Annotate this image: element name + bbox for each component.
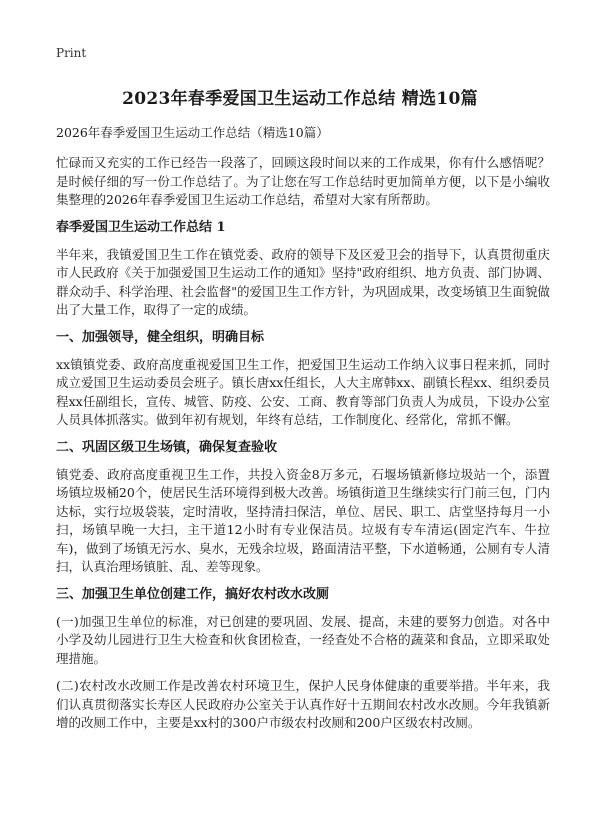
document-subtitle: 2026年春季爱国卫生运动工作总结（精选10篇） xyxy=(56,125,329,140)
document-title: 2023年春季爱国卫生运动工作总结 精选10篇 xyxy=(122,89,478,109)
section-2-paragraph: 镇党委、政府高度重视卫生工作，共投入资金8万多元，石堰场镇新修垃圾站一个，添置场镇垃圾桶20个，使居民生活环境得到极大改善。场镇街道卫生继续实行门前三包，门内达标，实行垃圾袋装，定时清收，坚持清扫保洁，单位、居民、职工、店堂坚持每月一小扫，场镇早晚一大扫，主干道12小时有专业保洁员。垃圾有专车清运(固定汽车、牛拉车)，做到了场镇无污水、臭水，无残余垃圾，路面清洁平整，下水道畅通，公厕有专人清扫，认真治理场镇脏、乱、差等现象。 xyxy=(56,466,550,574)
section-1-paragraph: xx镇镇党委、政府高度重视爱国卫生工作，把爱国卫生运动工作纳入议事日程来抓，同时成立爱国卫生运动委员会班子。镇长唐xx任组长，人大主席韩xx、副镇长程xx、组织委员程xx任副组长，宣传、城管、防疫、公安、工商、教育等部门负责人为成员，下设办公室人员具体抓落实。做到年初有规划，年终有总结，工作制度化、经常化，常抓不懈。 xyxy=(56,356,550,427)
document-body xyxy=(56,124,550,742)
section-heading-3: 三、加强卫生单位创建工作，搞好农村改水改厕 xyxy=(56,586,330,602)
article-heading: 春季爱国卫生运动工作总结 1 xyxy=(56,219,226,235)
section-3-paragraph-1: (一)加强卫生单位的标准，对已创建的要巩固、发展、提高，未建的要努力创造。对各中小学及幼儿园进行卫生大检查和伙食团检查，一经查处不合格的蔬菜和食品，立即采取处理措施。 xyxy=(56,613,550,666)
section-3-paragraph-2: (二)农村改水改厕工作是改善农村环境卫生，保护人民身体健康的重要举措。半年来，我们认真贯彻落实长寿区人民政府办公室关于认真作好十五期间农村改水改厕。今年我镇新增的改厕工作中，主要是xx村的300户市级农村改厕和200户区级农村改厕。 xyxy=(56,678,550,730)
intro-paragraph: 忙碌而又充实的工作已经告一段落了，回顾这段时间以来的工作成果，你有什么感悟呢？是时候仔细的写一份工作总结了。为了让您在写工作总结时更加简单方便，以下是小编收集整理的2026年春季爱国卫生运动工作总结，希望对大家有所帮助。 xyxy=(56,155,550,207)
print-label: Print xyxy=(56,46,87,60)
section-heading-1: 一、加强领导，健全组织，明确目标 xyxy=(56,329,265,345)
article-paragraph: 半年来，我镇爱国卫生工作在镇党委、政府的领导下及区爱卫会的指导下，认真贯彻重庆市人民政府《关于加强爱国卫生运动工作的通知》坚持"政府组织、地方负责、部门协调、群众动手、科学治理、社会监督"的爱国卫生工作方针，为巩固成果，改变场镇卫生面貌做出了大量工作，取得了一定的成绩。 xyxy=(56,246,550,317)
section-heading-2: 二、巩固区级卫生场镇，确保复查验收 xyxy=(56,439,278,455)
